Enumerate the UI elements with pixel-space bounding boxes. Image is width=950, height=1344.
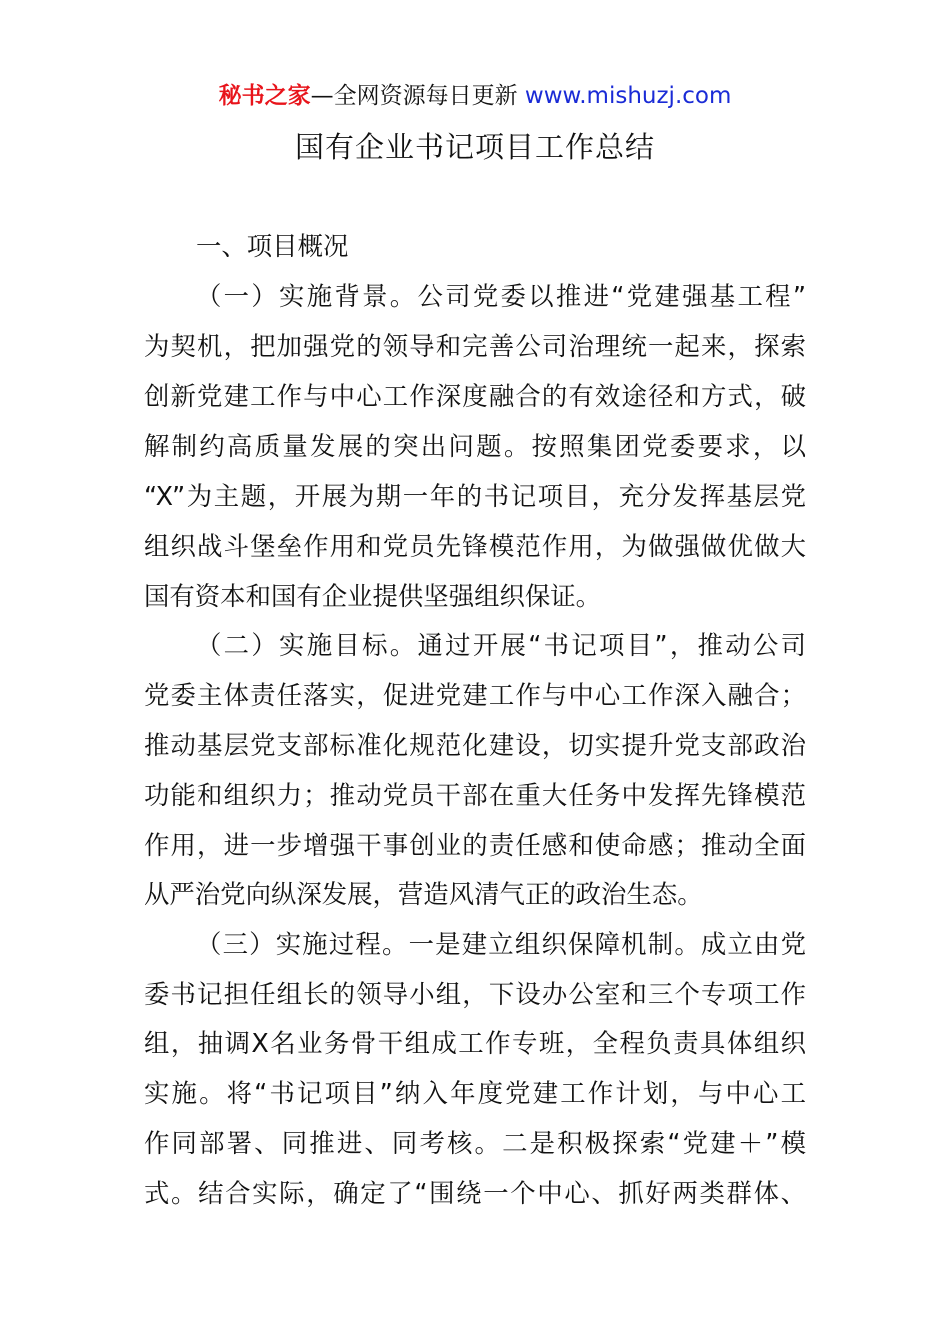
body-line-17: 实施。将“书记项目”纳入年度党建工作计划，与中心工: [144, 1078, 806, 1108]
body-line-15: 委书记担任组长的领导小组，下设办公室和三个专项工作: [144, 979, 806, 1009]
body-line-8: （二）实施目标。通过开展“书记项目”，推动公司: [196, 630, 806, 660]
body-line-5: “X”为主题，开展为期一年的书记项目，充分发挥基层党: [144, 481, 806, 511]
body-line-11: 功能和组织力；推动党员干部在重大任务中发挥先锋模范: [144, 780, 806, 810]
body-line-6: 组织战斗堡垒作用和党员先锋模范作用，为做强做优做大: [144, 531, 806, 561]
body-line-18: 作同部署、同推进、同考核。二是积极探索“党建＋”模: [144, 1128, 806, 1158]
body-line-14: （三）实施过程。一是建立组织保障机制。成立由党: [196, 929, 806, 959]
body-line-2: 为契机，把加强党的领导和完善公司治理统一起来，探索: [144, 331, 806, 361]
document-title: 国有企业书记项目工作总结: [294, 130, 655, 164]
body-line-16: 组，抽调X名业务骨干组成工作专班，全程负责具体组织: [144, 1028, 806, 1058]
brand-name: 秘书之家: [218, 83, 311, 109]
body-line-1: （一）实施背景。公司党委以推进“党建强基工程”: [196, 281, 806, 311]
body-line-13: 从严治党向纵深发展，营造风清气正的政治生态。: [144, 879, 703, 909]
section-heading-overview: 一、项目概况: [196, 231, 349, 261]
body-line-10: 推动基层党支部标准化规范化建设，切实提升党支部政治: [144, 730, 806, 760]
body-line-19: 式。结合实际，确定了“围绕一个中心、抓好两类群体、: [144, 1178, 806, 1208]
body-line-9: 党委主体责任落实，促进党建工作与中心工作深入融合；: [144, 680, 806, 710]
header-tagline: —全网资源每日更新: [310, 83, 518, 109]
body-line-7: 国有资本和国有企业提供坚强组织保证。: [144, 581, 602, 611]
body-line-3: 创新党建工作与中心工作深度融合的有效途径和方式，破: [144, 381, 806, 411]
website-url[interactable]: www.mishuzj.com: [524, 83, 732, 109]
body-line-4: 解制约高质量发展的突出问题。按照集团党委要求，以: [144, 431, 806, 461]
site-header: [0, 80, 950, 112]
body-line-12: 作用，进一步增强干事创业的责任感和使命感；推动全面: [144, 830, 806, 860]
